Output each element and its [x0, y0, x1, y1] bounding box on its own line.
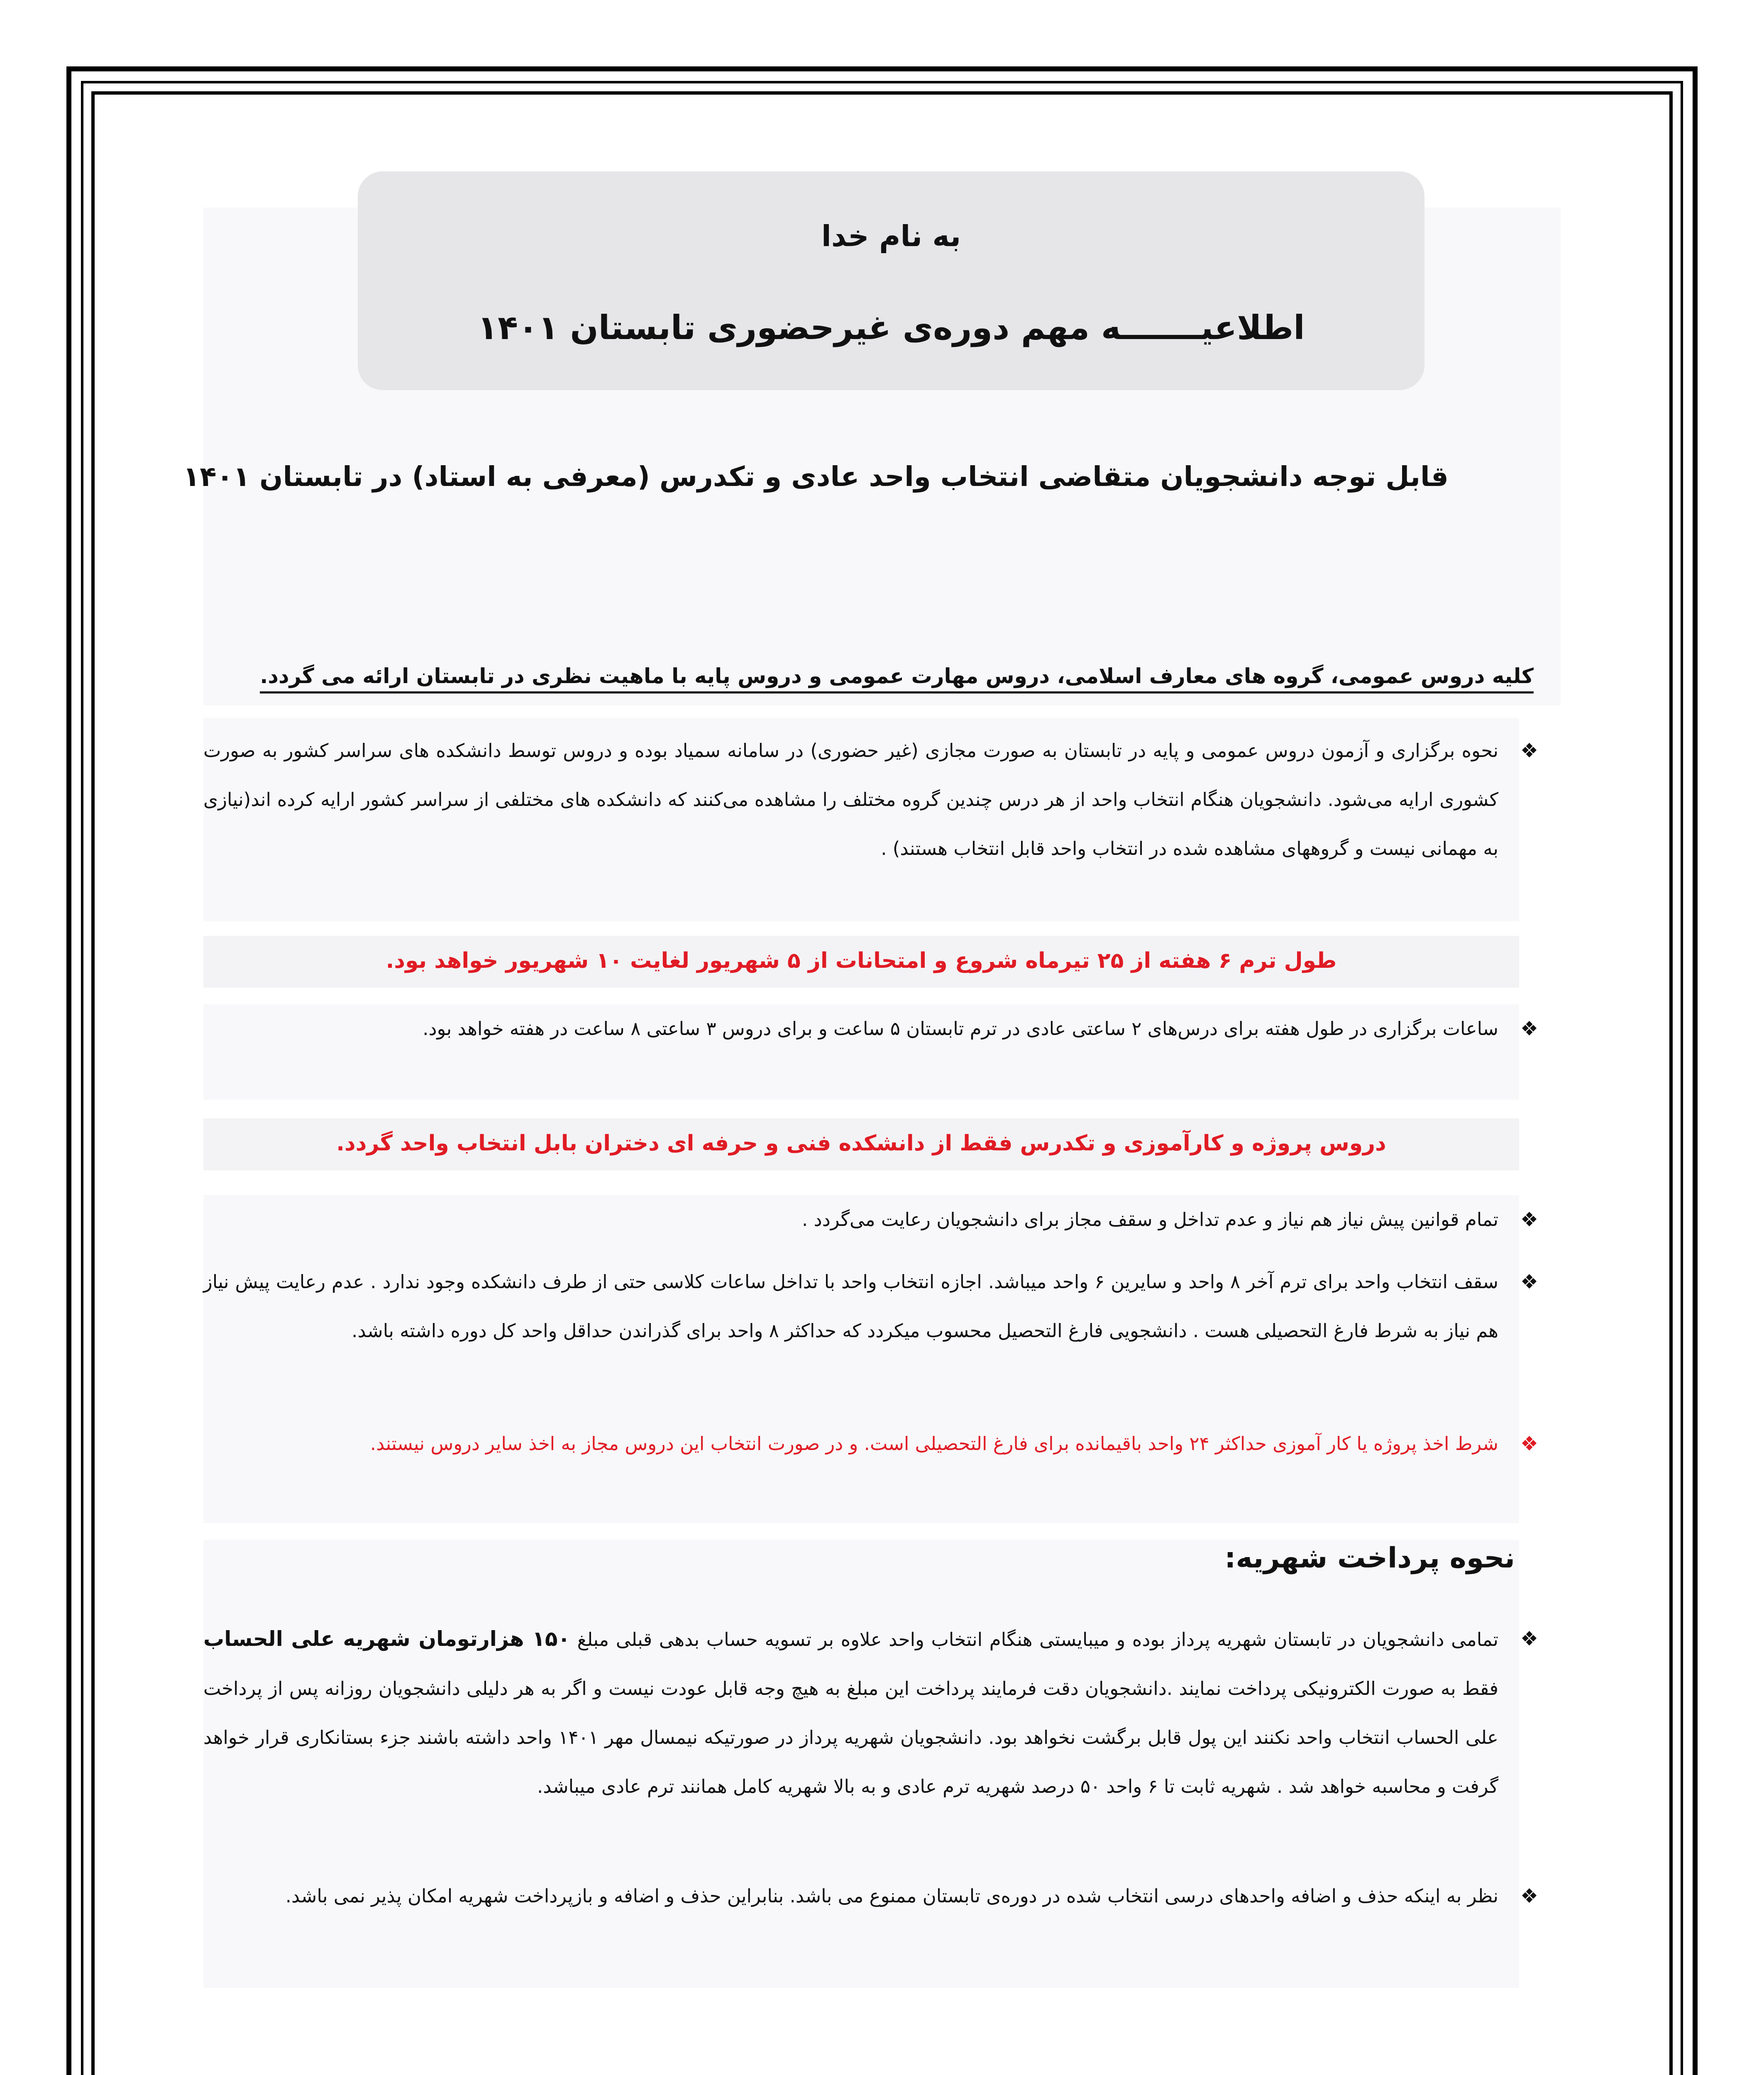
header-title-announcement: اطلاعیـــــــه مهم دوره‌ی غیرحضوری تابستان ۱۴۰۱: [477, 308, 1305, 347]
bullet-weekly-hours: [203, 1004, 1538, 1053]
term-length-note: طول ترم ۶ هفته از ۲۵ تیرماه شروع و امتحانات از ۵ شهریور لغایت ۱۰ شهریور خواهد بود.: [386, 948, 1337, 973]
payment-heading: نحوه پرداخت شهریه:: [1224, 1542, 1515, 1575]
project-internship-note: دروس پروژه و کارآموزی و تکدرس فقط از دانشکده فنی و حرفه ای دختران بابل انتخاب واحد گردد.: [336, 1131, 1386, 1156]
bullet-text: نحوه برگزاری و آزمون دروس عمومی و پایه در تابستان به صورت مجازی (غیر حضوری) در سامانه سمیاد بوده و دروس توسط دانشکده های سراسر کشور به صورت کشوری ارایه می‌شود. دانشجویان هنگام انتخاب واحد از هر درس چندین گروه مختلف را مشاهده می‌کنند که دانشکده های مختلفی از سراسر کشور ارایه کرده اند(نیازی به مهمانی نیست و گروههای مشاهده شده در انتخاب واحد قابل انتخاب هستند) .: [203, 740, 1498, 859]
diamond-bullet-icon: ❖: [1520, 1627, 1538, 1650]
diamond-bullet-icon: ❖: [1520, 1885, 1538, 1908]
header-title-basmala: به نام خدا: [821, 219, 961, 253]
tuition-text-part2: فقط به صورت الکترونیکی پرداخت نمایند .دانشجویان دقت فرمایند پرداخت این مبلغ به هیچ وجه قابل عودت نیست و اگر به هر دلیلی دانشجویان روزانه پس از پرداخت علی الحساب انتخاب واحد نکنند این پول قابل برگشت نخواهد بود. دانشجویان شهریه پرداز در صورتیکه نیمسال مهر ۱۴۰۱ واحد داشته باشند جزء بستانکاری قرار خواهد گرفت و محاسبه خواهد شد . شهریه ثابت تا ۶ واحد ۵۰ درصد شهریه ترم عادی و به بالا شهریه کامل همانند ترم عادی میباشد.: [203, 1677, 1498, 1797]
red-band-2: [203, 1118, 1519, 1170]
bullets-panel-3: [203, 1195, 1519, 1523]
bullet-tuition-payment: [203, 1614, 1538, 1811]
bullet-text: نظر به اینکه حذف و اضافه واحدهای درسی انتخاب شده در دوره‌ی تابستان ممنوع می باشد. بنابراین حذف و اضافه و بازپرداخت شهریه امکان پذیر نمی باشد.: [285, 1885, 1498, 1907]
bullet-text: سقف انتخاب واحد برای ترم آخر ۸ واحد و سایرین ۶ واحد میباشد. اجازه انتخاب واحد با تداخل ساعات کلاسی حتی از طرف دانشکده وجود ندارد . عدم رعایت پیش نیاز هم نیاز به شرط فارغ التحصیلی هست . دانشجویی فارغ التحصیل محسوب میکردد که حداکثر ۸ واحد برای گذراندن حداقل واحد کل دوره داشته باشد.: [203, 1271, 1499, 1342]
general-courses-note: کلیه دروس عمومی، گروه های معارف اسلامی، دروس مهارت عمومی و دروس پایه با ماهیت نظری در تابستان ارائه می گردد.: [260, 664, 1534, 693]
tuition-amount: ۱۵۰ هزارتومان شهریه علی الحساب: [203, 1627, 570, 1651]
diamond-bullet-icon: ❖: [1520, 1270, 1538, 1294]
tuition-text-part1: تمامی دانشجویان در تابستان شهریه پرداز بوده و میبایستی هنگام انتخاب واحد علاوه بر تسویه حساب بدهی قبلی مبلغ: [577, 1628, 1498, 1650]
header-box: [358, 171, 1424, 390]
bullet-project-condition: [203, 1419, 1538, 1468]
red-band-1: [203, 936, 1519, 988]
bullet-prerequisites: [203, 1195, 1538, 1244]
bullet-course-delivery: [203, 726, 1538, 873]
diamond-bullet-icon: ❖: [1520, 1017, 1538, 1040]
bullet-unit-limit: [203, 1257, 1538, 1355]
bullet-text: ساعات برگزاری در طول هفته برای درس‌های ۲ ساعتی عادی در ترم تابستان ۵ ساعت و برای دروس ۳ ساعتی ۸ ساعت در هفته خواهد بود.: [423, 1018, 1498, 1040]
subtitle: قابل توجه دانشجویان متقاضی انتخاب واحد عادی و تکدرس (معرفی به استاد) در تابستان ۱۴۰۱: [183, 461, 1449, 493]
diamond-bullet-icon: ❖: [1520, 1432, 1538, 1455]
bullet-text: شرط اخذ پروژه یا کار آموزی حداکثر ۲۴ واحد باقیمانده برای فارغ التحصیلی است. و در صورت انتخاب این دروس مجاز به اخذ سایر دروس نیستند.: [370, 1433, 1498, 1455]
bullet-text: تمام قوانین پیش نیاز هم نیاز و عدم تداخل و سقف مجاز برای دانشجویان رعایت می‌گردد .: [802, 1208, 1498, 1230]
diamond-bullet-icon: ❖: [1520, 1208, 1538, 1231]
diamond-bullet-icon: ❖: [1520, 739, 1538, 762]
bullet-no-add-drop: [203, 1872, 1538, 1921]
